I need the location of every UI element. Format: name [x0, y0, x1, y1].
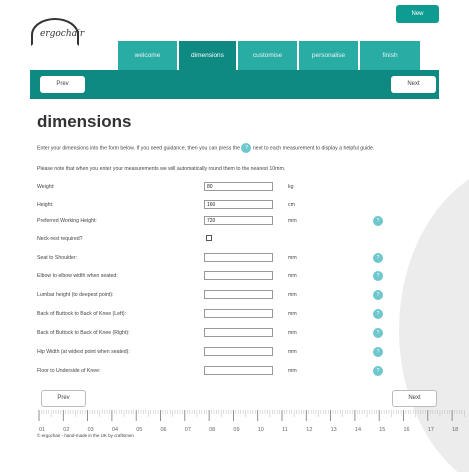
- form-row-working-height: [37, 216, 397, 227]
- ruler-number: 12: [306, 427, 313, 433]
- step-tabs: [118, 41, 422, 70]
- buttock-knee-right-label: Back of Buttock to Back of Knee (Right):: [37, 330, 130, 336]
- ruler-number: 08: [209, 427, 216, 433]
- buttock-knee-left-label: Back of Buttock to Back of Knee (Left):: [37, 311, 127, 317]
- working-height-unit: mm: [288, 218, 297, 224]
- ruler-number: 05: [136, 427, 143, 433]
- height-input[interactable]: [204, 200, 273, 209]
- height-unit: cm: [288, 202, 295, 208]
- form-row-buttock-knee-right: [37, 328, 397, 339]
- weight-label: Weight:: [37, 184, 55, 190]
- next-button-top[interactable]: Next: [391, 76, 436, 93]
- weight-input[interactable]: [204, 182, 273, 191]
- ergochair-logo[interactable]: [31, 18, 85, 42]
- footer-copyright: © ergochair - hand-made in the UK by craftsmen: [37, 433, 134, 438]
- lumbar-height-input[interactable]: [204, 290, 273, 299]
- tab-personalise[interactable]: personalise: [299, 41, 358, 70]
- buttock-knee-left-info-icon[interactable]: ?: [373, 309, 383, 319]
- buttock-knee-right-info-icon[interactable]: ?: [373, 328, 383, 338]
- ruler-number: 07: [184, 427, 191, 433]
- next-button-bottom[interactable]: Next: [392, 390, 437, 407]
- working-height-input[interactable]: [204, 216, 273, 225]
- form-row-weight: [37, 182, 397, 193]
- elbow-width-info-icon[interactable]: ?: [373, 271, 383, 281]
- ruler-number: 18: [452, 427, 459, 433]
- elbow-width-label: Elbow to elbow width when seated:: [37, 273, 118, 279]
- floor-to-knee-input[interactable]: [204, 366, 273, 375]
- rounding-note: Please note that when you enter your measurements we will automatically round them to the nearest 10mm.: [37, 166, 286, 172]
- seat-to-shoulder-label: Seat to Shoulder:: [37, 255, 78, 261]
- prev-button-top[interactable]: Prev: [40, 76, 85, 93]
- ruler-number: 17: [427, 427, 434, 433]
- buttock-knee-left-input[interactable]: [204, 309, 273, 318]
- info-inline-icon: ?: [241, 143, 251, 153]
- ruler-number: 16: [403, 427, 410, 433]
- intro-text-after: next to each measurement to display a helpful guide.: [252, 145, 375, 152]
- neck-rest-label: Neck-rest required?: [37, 236, 83, 242]
- form-row-seat-to-shoulder: [37, 253, 397, 264]
- header: [0, 0, 469, 40]
- logo-text: ergochair: [40, 29, 85, 39]
- buttock-knee-right-unit: mm: [288, 330, 297, 336]
- floor-to-knee-label: Floor to Underside of Knee:: [37, 368, 101, 374]
- working-height-info-icon[interactable]: ?: [373, 216, 383, 226]
- lumbar-height-unit: mm: [288, 292, 297, 298]
- hip-width-unit: mm: [288, 349, 297, 355]
- new-button[interactable]: New: [396, 5, 439, 23]
- lumbar-height-info-icon[interactable]: ?: [373, 290, 383, 300]
- tab-customise[interactable]: customise: [238, 41, 297, 70]
- ruler-number: 04: [111, 427, 119, 433]
- buttock-knee-left-unit: mm: [288, 311, 297, 317]
- prev-button-bottom[interactable]: Prev: [41, 390, 86, 407]
- ruler-number: 02: [63, 427, 70, 433]
- ruler-number: 13: [330, 427, 337, 433]
- seat-to-shoulder-unit: mm: [288, 255, 297, 261]
- tab-dimensions[interactable]: dimensions: [179, 41, 236, 70]
- hip-width-input[interactable]: [204, 347, 273, 356]
- page-title: dimensions: [37, 112, 132, 131]
- form-row-buttock-knee-left: [37, 309, 397, 320]
- form-row-hip-width: [37, 347, 397, 358]
- height-label: Height:: [37, 202, 54, 208]
- buttock-knee-right-input[interactable]: [204, 328, 273, 337]
- ruler-number: 11: [282, 427, 288, 433]
- form-row-height: [37, 200, 397, 211]
- intro-text: [37, 143, 437, 153]
- floor-to-knee-unit: mm: [288, 368, 297, 374]
- elbow-width-input[interactable]: [204, 271, 273, 280]
- ruler-number: 03: [87, 427, 94, 433]
- lumbar-height-label: Lumbar height (to deepest point):: [37, 292, 114, 298]
- hip-width-label: Hip Width (at widest point when seated):: [37, 349, 130, 355]
- ruler-number: 14: [354, 427, 362, 433]
- form-row-neck-rest: [37, 234, 397, 245]
- working-height-label: Preferred Working Height:: [37, 218, 97, 224]
- form-row-floor-to-knee: [37, 366, 397, 377]
- elbow-width-unit: mm: [288, 273, 297, 279]
- form-row-lumbar-height: [37, 290, 397, 301]
- ruler-number: 06: [160, 427, 167, 433]
- ruler-number: 10: [257, 427, 264, 433]
- ruler-number: 09: [233, 427, 240, 433]
- weight-unit: kg: [288, 184, 294, 190]
- ruler-number: 15: [379, 427, 386, 433]
- floor-to-knee-info-icon[interactable]: ?: [373, 366, 383, 376]
- tab-finish[interactable]: finish: [360, 41, 420, 70]
- form-row-elbow-width: [37, 271, 397, 282]
- neck-rest-checkbox[interactable]: [206, 235, 212, 241]
- intro-text-before: Enter your dimensions into the form below. If you need guidance, then you can press the: [37, 145, 241, 152]
- seat-to-shoulder-input[interactable]: [204, 253, 273, 262]
- hip-width-info-icon[interactable]: ?: [373, 347, 383, 357]
- tab-welcome[interactable]: welcome: [118, 41, 177, 70]
- ruler-number: 01: [39, 427, 46, 433]
- seat-to-shoulder-info-icon[interactable]: ?: [373, 253, 383, 263]
- nav-band: [30, 70, 439, 99]
- ruler-ticks: [39, 410, 464, 421]
